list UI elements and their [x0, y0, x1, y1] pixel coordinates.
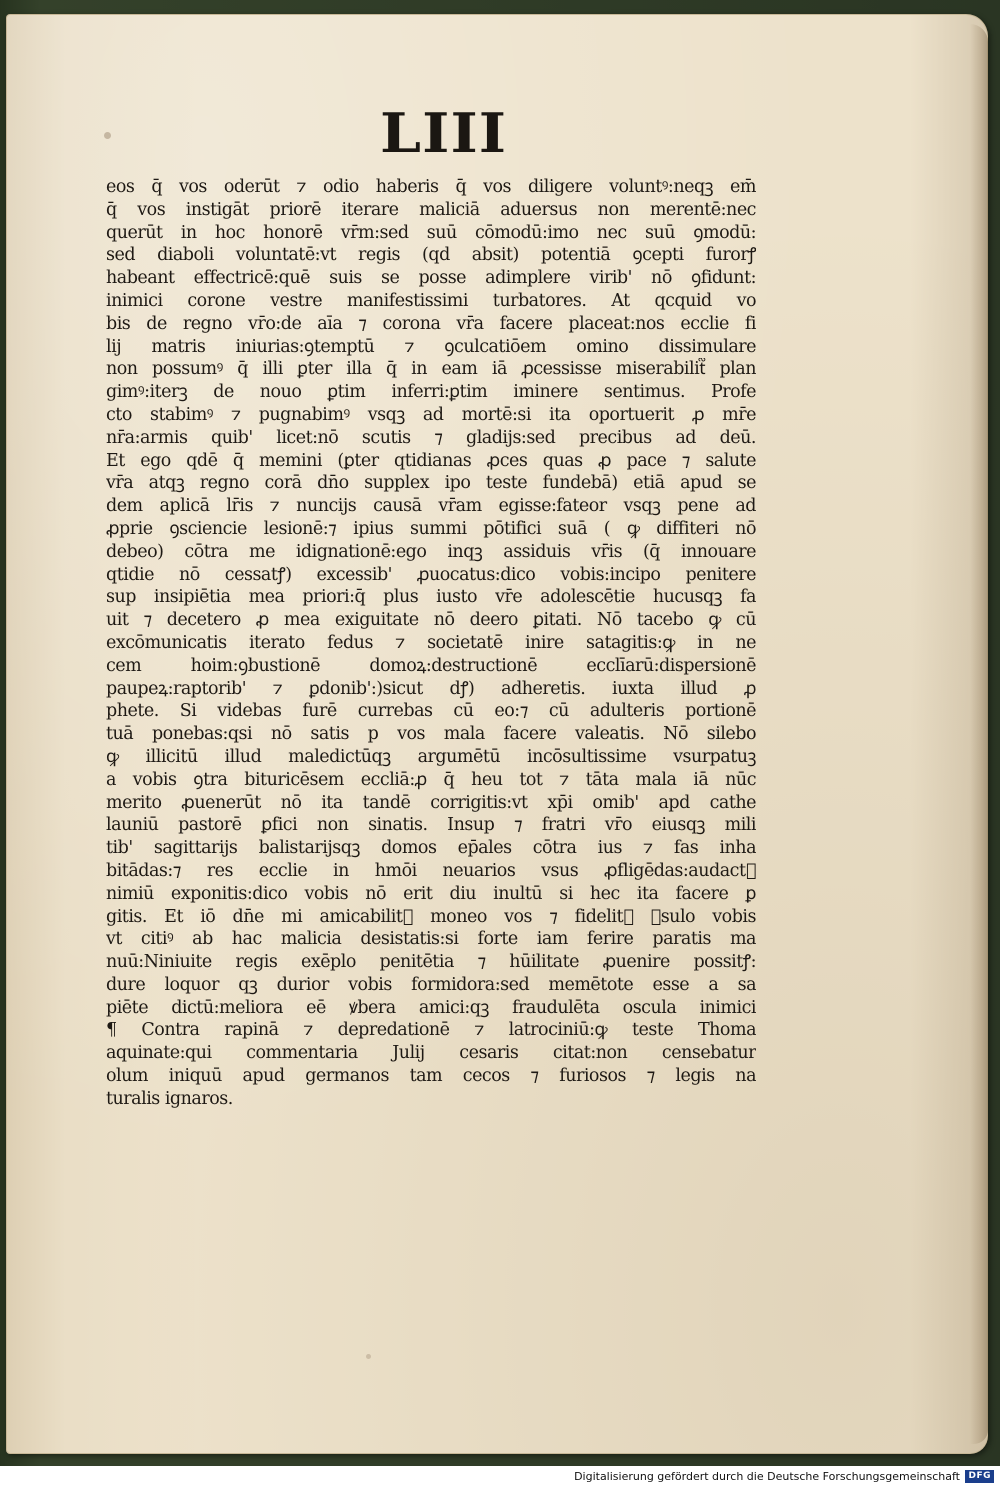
- text-line: eos q̄ vos oderūt ⁊ odio haberis q̄ vos diligere voluntꝰ:neqꝫ em̄: [106, 177, 756, 197]
- text-line: dem aplicā lr̄is ⁊ nuncijs causā vr̄am egisse:fateor vsqꝫ pene ad: [106, 496, 756, 517]
- page-edge: [970, 24, 988, 1444]
- text-line: launiū pastorē ꝑfici non sinatis. Insup ⁊ fratri vr̄o eiusqꝫ mili: [106, 815, 756, 836]
- text-line: lij matris iniurias:ꝯtemptū ⁊ ꝯculcatiōem omino dissimulare: [106, 336, 756, 357]
- text-line: tib' sagittarijs balistarijsqꝫ domos ep̄ales cōtra ius ⁊ fas inha: [106, 838, 756, 859]
- text-line: merito ꝓuenerūt nō ita tandē corrigitis:vt xp̄i omib' apd cathe: [106, 792, 756, 813]
- paper-stain: [104, 132, 111, 139]
- text-line: querūt in hoc honorē vr̄m:sed suū cōmodū:imo nec suū ꝯmodū:: [106, 222, 756, 243]
- text-line: aquinate:qui commentaria Julij cesaris citat:non censebatur: [106, 1043, 756, 1064]
- text-line: cto stabimꝰ ⁊ pugnabimꝰ vsqꝫ ad mortē:si ita oportuerit ꝓ mr̄e: [106, 404, 756, 425]
- text-line: non possumꝰ q̄ illi ꝑter illa q̄ in eam iā ꝓcessisse miserabilit᷑ plan: [106, 359, 756, 380]
- text-line: excōmunicatis iterato fedus ⁊ societatē inire satagitis:ꝙ in ne: [106, 632, 756, 653]
- text-line: nr̄a:armis quib' licet:nō scutis ⁊ gladijs:sed precibus ad deū.: [106, 427, 756, 448]
- text-line: gitis. Et iō dn̄e mi amicabilit᷑ moneo vos ⁊ fidelit᷑ ꝯsulo vobis: [106, 906, 756, 927]
- book-page: [6, 14, 988, 1454]
- text-line: inimici corone vestre manifestissimi turbatores. At qcquid vo: [106, 290, 756, 311]
- text-line: nimiū exponitis:dico vobis nō erit diu inultū si hec ita facere ꝑ: [106, 883, 756, 904]
- text-line: ¶ Contra rapinā ⁊ depredationē ⁊ latrociniū:ꝙ teste Thoma: [106, 1020, 756, 1041]
- text-line: ꝓprie ꝯsciencie lesionē:⁊ ipius summi pōtifici suā ( ꝙ diffiteri nō: [106, 518, 756, 539]
- text-line: qt̄idie nō cessatꝭ) excessib' ꝓuocatus:dico vobis:incipo penitere: [106, 564, 756, 585]
- text-line: bitādas:⁊ res ecclie in hmōi neuarios vsus ꝓfligēdas:audact᷑: [106, 860, 756, 881]
- text-line: gimꝰ:iterꝫ de nouo ꝑtim inferri:ꝑtim iminere sentimus. Profe: [106, 382, 756, 403]
- text-line: turalis ignaros.: [106, 1088, 233, 1109]
- text-line: habeant effectricē:quē suis se posse adimplere virib' nō ꝯfidunt:: [106, 268, 756, 289]
- text-line: dure loquor qꝫ durior vobis formidora:sed memētote esse a sa: [106, 974, 756, 995]
- text-line: bis de regno vr̄o:de aīa ⁊ corona vr̄a facere placeat:nos ecclie fi: [106, 313, 756, 334]
- text-line: vr̄a atqꝫ regno corā dn̄o supplex ipo teste fundebā) etiā apud se: [106, 473, 756, 494]
- funding-credit: Digitalisierung gefördert durch die Deutsche Forschungsgemeinschaft: [574, 1470, 960, 1483]
- text-line: vt citiꝰ ab hac malicia desistatis:si forte iam ferire paratis ma: [106, 929, 756, 950]
- text-line: olum iniquū apud germanos tam cecos ⁊ furiosos ⁊ legis na: [106, 1066, 756, 1087]
- text-line: nuū:Niniuite regis exēplo penitētia ⁊ hūilitate ꝓuenire possitꝭ:: [106, 952, 756, 973]
- text-line: paupeꝝ:raptorib' ⁊ ꝑdonib':)sicut dꝭ) adheretis. iuxta illud ꝓ: [106, 678, 756, 699]
- text-line: ꝙ illicitū illud maledictūqꝫ argumētū incōsultissime vsurpatuꝫ: [106, 746, 756, 767]
- folio-number: LIII: [380, 101, 508, 165]
- text-line: cem hoim:ꝯbustionē domoꝝ:destructionē ecclīarū:dispersionē: [106, 655, 756, 676]
- text-line: sup insipiētia mea priori:q̄ plus iusto vr̄e adolescētie hucusqꝫ fa: [106, 587, 756, 608]
- text-line: tuā ponebas:qsi nō satis p vos mala facere valeatis. Nō silebo: [106, 724, 756, 745]
- text-line: piēte dictū:meliora eē ꝟbera amici:qꝫ fraudulēta oscula inimici: [106, 997, 756, 1018]
- text-line: uit ⁊ decetero ꝓ mea exiguitate nō deero ꝑitati. Nō tacebo ꝙ cū: [106, 610, 756, 631]
- paper-stain: [366, 1354, 371, 1359]
- text-line: phete. Si videbas furē currebas cū eo:⁊ cū adulteris portionē: [106, 701, 756, 722]
- text-line: debeo) cōtra me idignationē:ego inqꝫ assiduis vr̄is (q̄ innouare: [106, 541, 756, 562]
- text-block: [106, 176, 756, 1236]
- text-line: sed diaboli voluntatē:vt regis (qd̄ absit) potentiā ꝯcepti furorꝭ: [106, 245, 756, 266]
- text-line: Et ego qdē q̄ memini (ꝑter qt̄idianas ꝓces quas ꝓ pace ⁊ salute: [106, 450, 756, 471]
- dfg-logo: DFG: [965, 1470, 994, 1483]
- text-line: a vobis ꝯtra bituricēsem eccliā:ꝓ q̄ heu tot ⁊ tāta mala iā nūc: [106, 769, 756, 790]
- footer-bar: [0, 1466, 1000, 1488]
- text-line: q̄ vos instigāt priorē iterare maliciā aduersus non merentē:nec: [106, 199, 756, 220]
